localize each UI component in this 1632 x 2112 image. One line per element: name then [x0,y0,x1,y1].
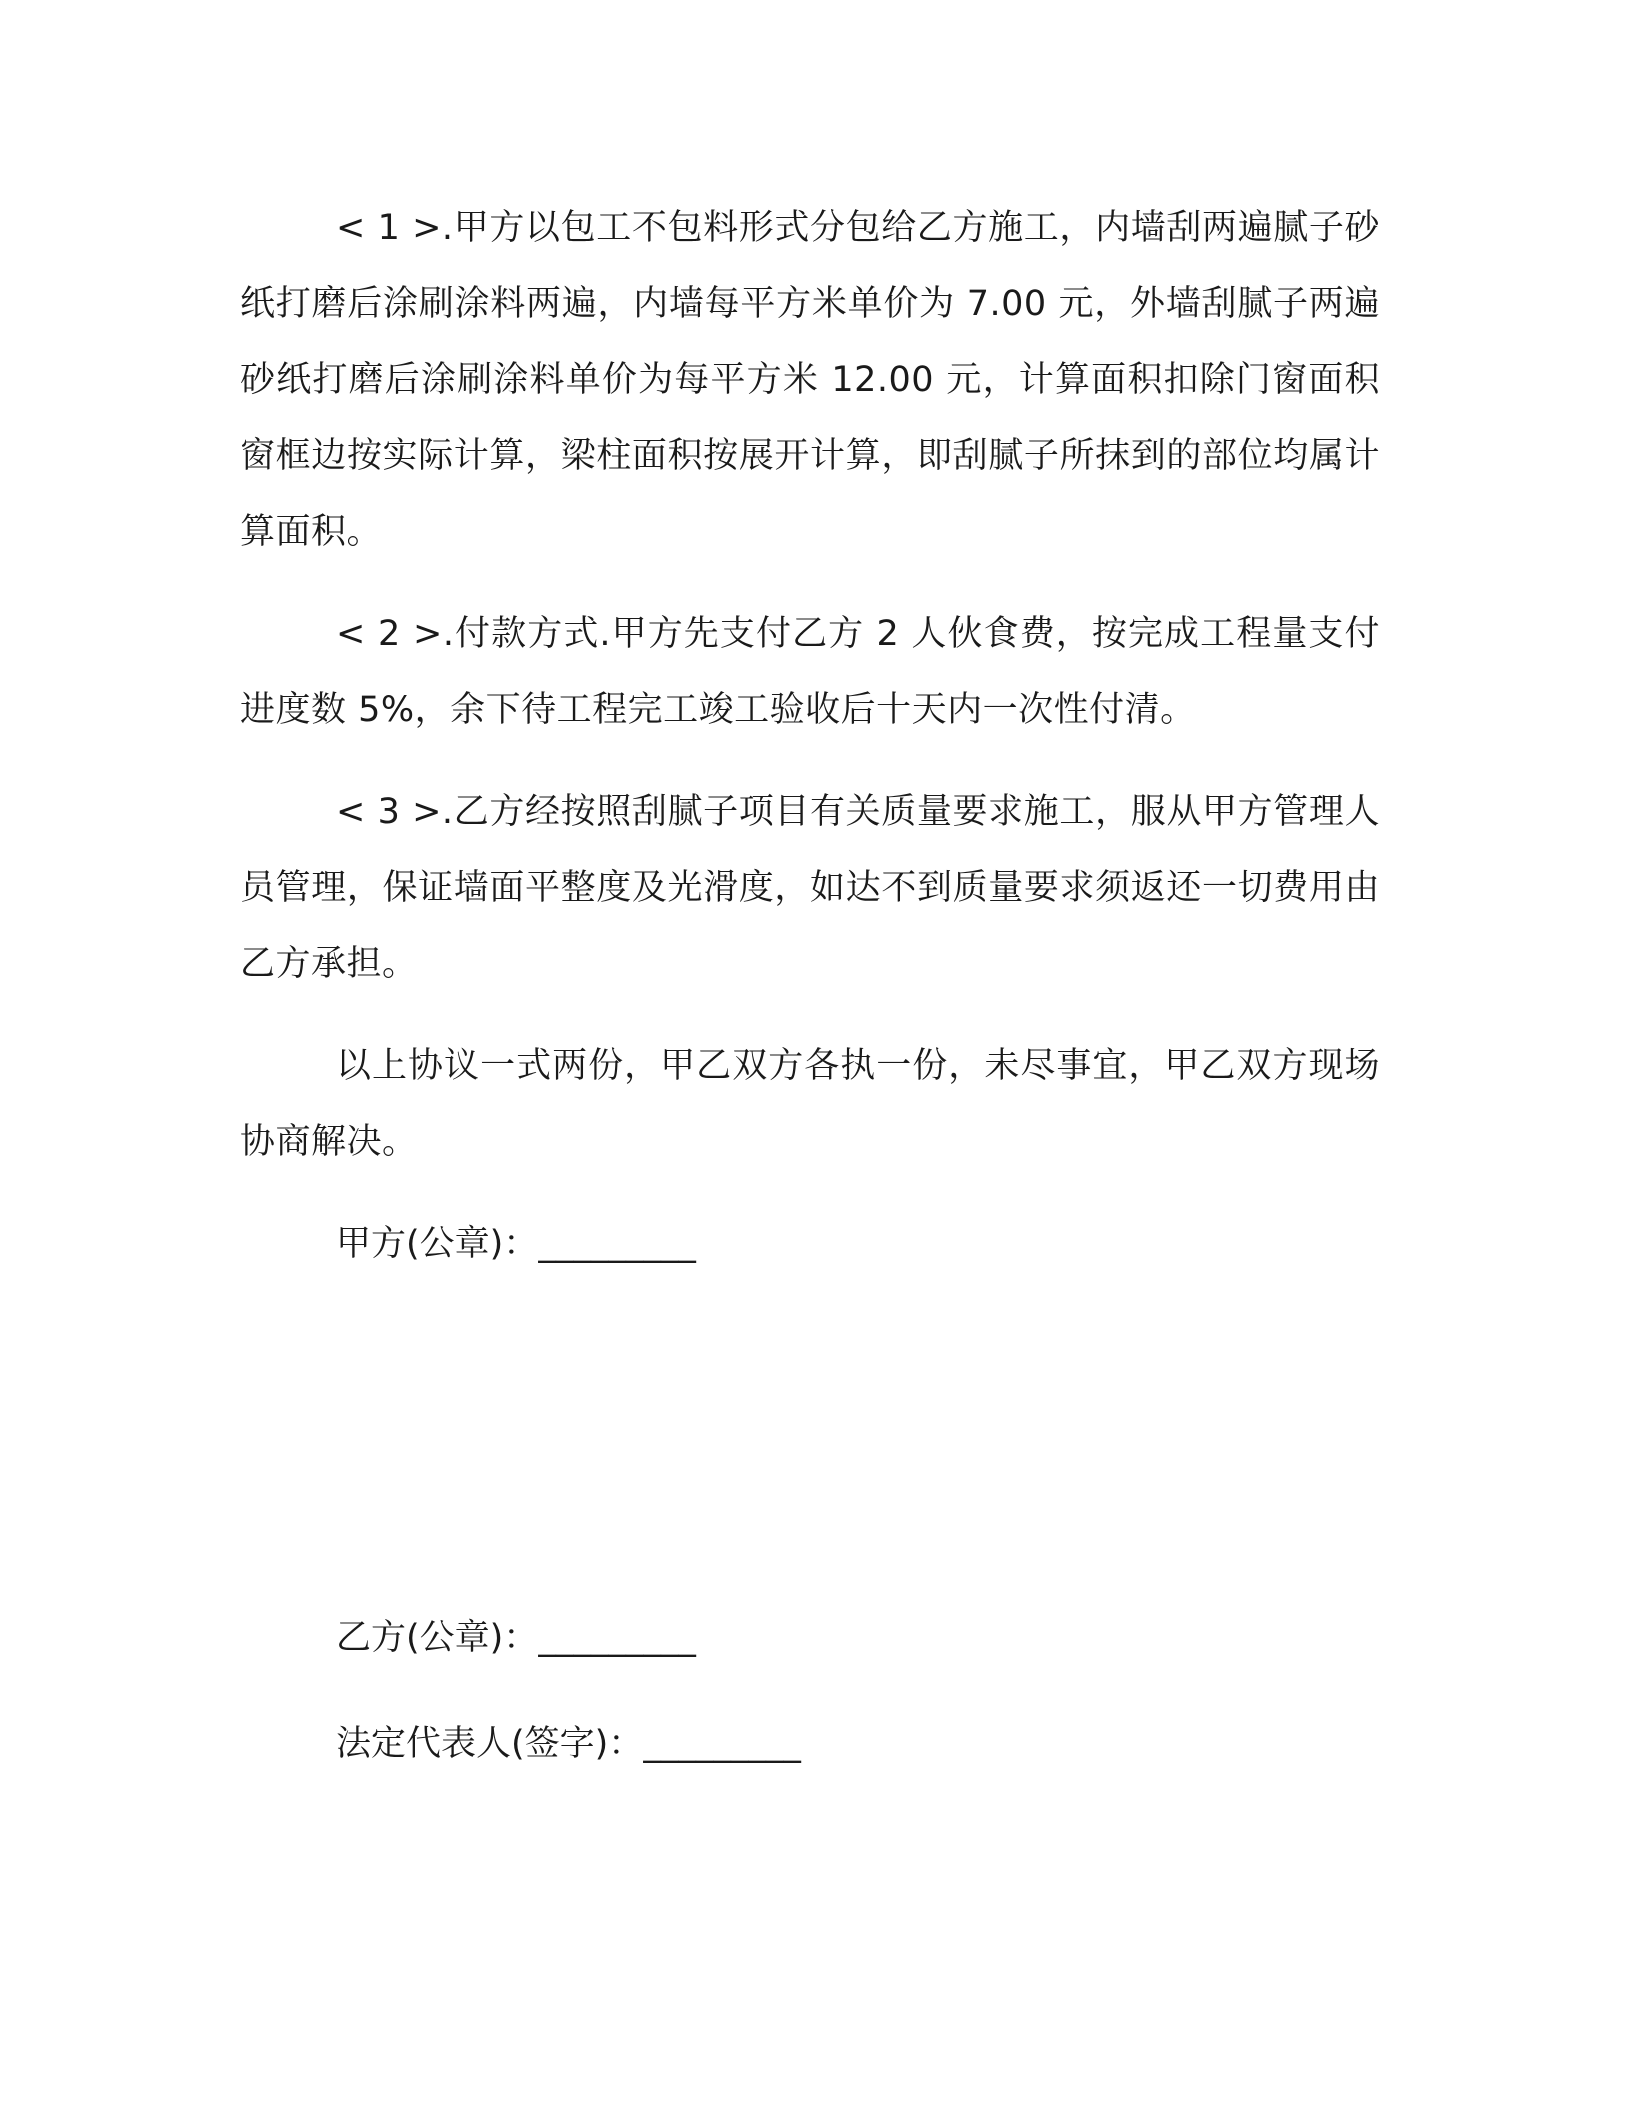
party-b-label: 乙方(公章)： [336,1618,539,1658]
agreement-body [240,190,1380,1206]
party-a-signature-block [336,1206,696,1282]
party-b-signature-line: _________ [538,1618,696,1658]
party-a-signature-line: _________ [538,1224,696,1264]
clause-1-paragraph: < 1 >.甲方以包工不包料形式分包给乙方施工，内墙刮两遍腻子砂纸打磨后涂刷涂料两遍，内墙每平方米单价为 7.00 元，外墙刮腻子两遍砂纸打磨后涂刷涂料单价为每平方米 12.00 元，计算面积扣除门窗面积窗框边按实际计算，梁柱面积按展开计算，即刮腻子所抹到的部位均属计算面积。 [240,208,1380,552]
clause-3-paragraph: < 3 >.乙方经按照刮腻子项目有关质量要求施工，服从甲方管理人员管理，保证墙面平整度及光滑度，如达不到质量要求须返还一切费用由乙方承担。 [240,792,1380,984]
party-a-label: 甲方(公章)： [336,1224,539,1264]
legal-rep-label: 法定代表人(签字)： [336,1724,644,1764]
closing-paragraph: 以上协议一式两份，甲乙双方各执一份，未尽事宜，甲乙双方现场协商解决。 [240,1046,1380,1162]
legal-rep-signature-block [336,1706,801,1782]
legal-rep-signature-line: _________ [643,1724,801,1764]
party-b-signature-block [336,1600,696,1676]
clause-2-paragraph: < 2 >.付款方式.甲方先支付乙方 2 人伙食费，按完成工程量支付进度数 5%，余下待工程完工竣工验收后十天内一次性付清。 [240,614,1380,730]
